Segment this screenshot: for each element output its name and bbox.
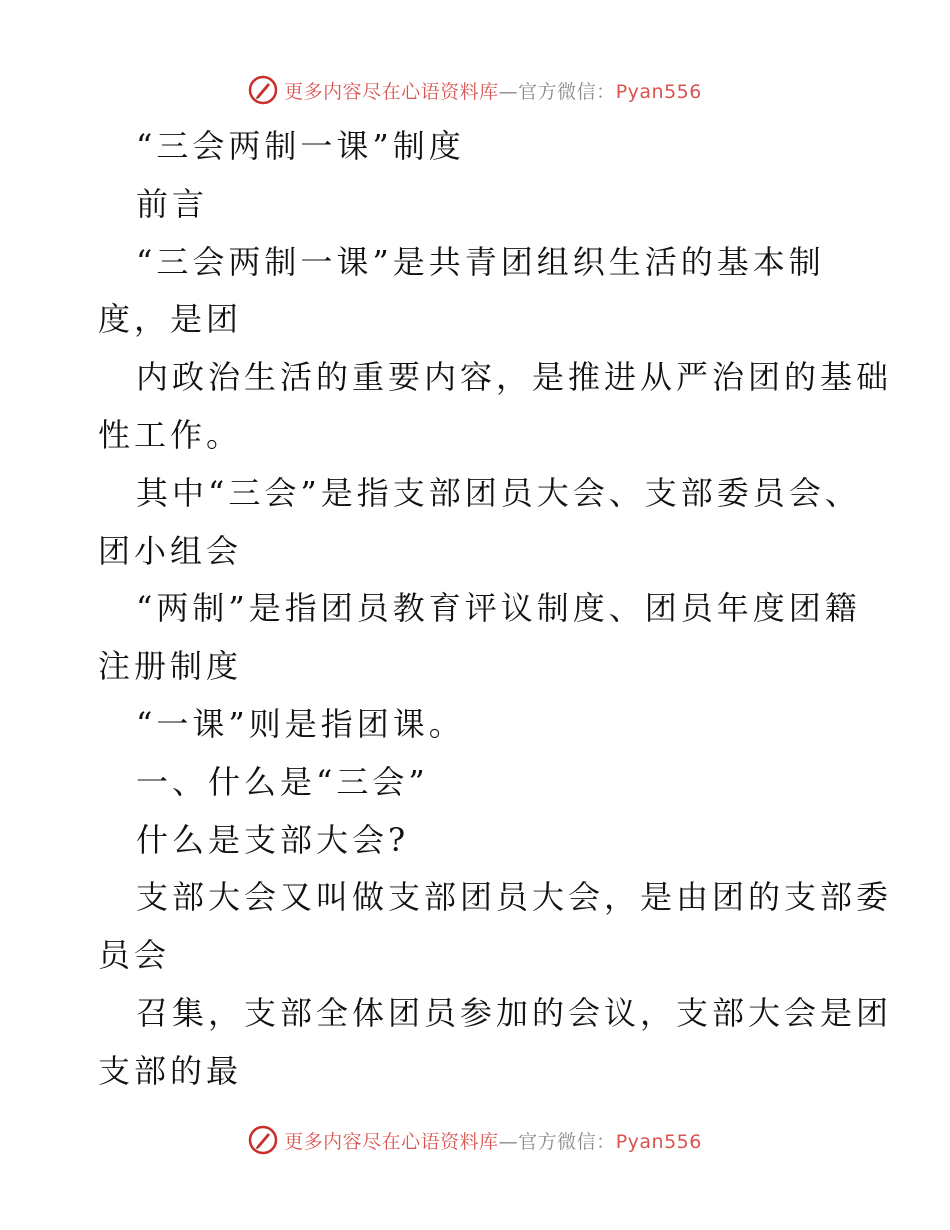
banner-main-text: 更多内容尽在心语资料库 (284, 80, 499, 103)
banner-text (284, 77, 702, 104)
paragraph-line: 注册制度 (98, 647, 243, 686)
paragraph-line: 内政治生活的重要内容，是推进从严治团的基础 (136, 358, 893, 397)
footer-watermark-banner (0, 1120, 950, 1160)
paragraph-line: 其中“三会”是指支部团员大会、支部委员会、 (136, 473, 861, 512)
document-body (98, 118, 893, 1101)
header-watermark-banner (0, 70, 950, 110)
paragraph-line: “三会两制一课”是共青团组织生活的基本制 (136, 242, 825, 281)
paragraph-line: 支部的最 (98, 1051, 243, 1090)
quill-logo-icon (248, 75, 278, 105)
paragraph-line: 召集，支部全体团员参加的会议，支部大会是团 (136, 993, 893, 1032)
section-heading: 前言 (136, 184, 209, 223)
subsection-heading: 什么是支部大会? (136, 820, 410, 859)
banner-official-text: —官方微信： (498, 1130, 616, 1153)
paragraph-line: 支部大会又叫做支部团员大会，是由团的支部委 (136, 878, 893, 917)
banner-text (284, 1127, 702, 1154)
banner-main-text: 更多内容尽在心语资料库 (284, 1130, 499, 1153)
quill-logo-icon (248, 1125, 278, 1155)
paragraph-line: 度，是团 (98, 300, 243, 339)
paragraph-line: 团小组会 (98, 531, 243, 570)
paragraph-line: 性工作。 (98, 415, 243, 454)
paragraph-line: “两制”是指团员教育评议制度、团员年度团籍 (136, 589, 861, 628)
banner-official-text: —官方微信： (498, 80, 616, 103)
paragraph-line: “一课”则是指团课。 (136, 704, 465, 743)
section-heading: 一、什么是“三会” (136, 762, 429, 801)
document-title: “三会两制一课”制度 (136, 127, 465, 165)
banner-wechat-id: Pyan556 (615, 80, 702, 103)
banner-wechat-id: Pyan556 (615, 1130, 702, 1153)
paragraph-line: 员会 (98, 936, 171, 975)
